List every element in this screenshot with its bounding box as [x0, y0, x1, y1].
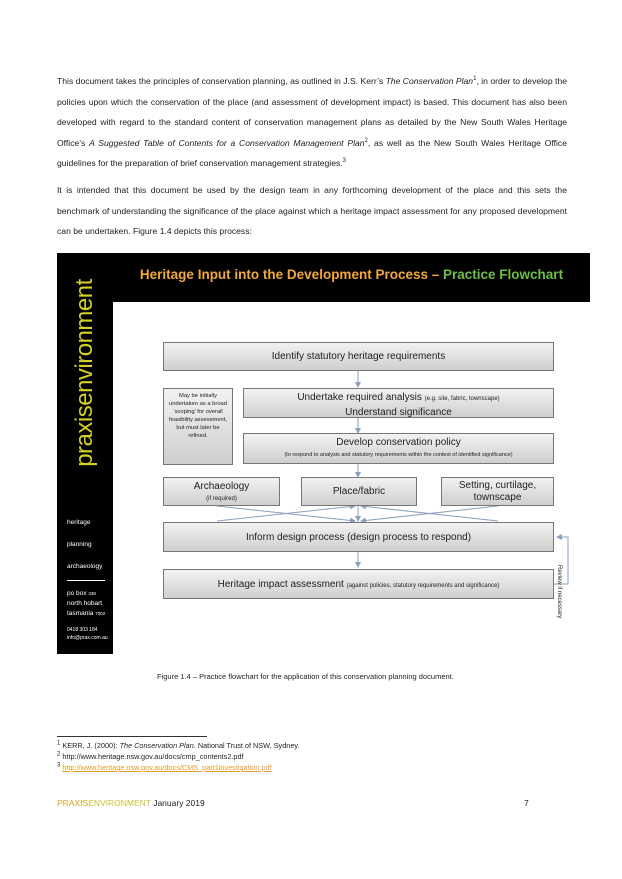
box-archaeology: Archaeology (if required): [163, 477, 280, 506]
page-number: 7: [524, 798, 529, 808]
text-run: This document takes the principles of conservation planning, as outlined in J.S. Kerr’s: [57, 76, 386, 86]
citation-title: A Suggested Table of Contents for a Conservation Management Plan: [89, 137, 365, 148]
box-identify-requirements: Identify statutory heritage requirements: [163, 342, 554, 371]
review-loop-label: Review if necessary: [556, 565, 562, 619]
box-setting-curtilage: Setting, curtilage, townscape: [441, 477, 554, 506]
side-item-planning: planning: [67, 541, 92, 548]
side-item-archaeology: archaeology: [67, 563, 103, 570]
citation-title: The Conservation Plan: [385, 76, 474, 86]
footnote-ref[interactable]: 3: [342, 158, 347, 165]
box-impact-assessment: Heritage impact assessment (against policies, statutory requirements and significance): [163, 569, 554, 599]
footnote-ref[interactable]: 2: [364, 137, 368, 144]
process-paragraph: It is intended that this document be used by the design team in any forthcoming development of the place and this sets the benchmark of understanding the significance of the place against which a heritage impact assessment for any proposed development can be undertaken. Figure 1.4 depicts this process:: [57, 185, 567, 236]
footnote-3: $^3$ http://www.heritage.nsw.gov.au/docs/CMS_part1investigation.pdf: [57, 762, 272, 772]
footnote-link[interactable]: http://www.heritage.nsw.gov.au/docs/CMS_part1investigation.pdf: [62, 763, 272, 772]
flowchart-figure: [57, 253, 590, 654]
box-inform-design: Inform design process (design process to respond): [163, 522, 554, 552]
box-place-fabric: Place/fabric: [301, 477, 417, 506]
footer-brand: PRAXIS: [57, 798, 89, 808]
contact-phone: 0418 303 184: [67, 627, 98, 633]
box-scoping-note: May be initially undertaken as a broad ‘scoping’ for overall feasibility assessment, but must later be refined.: [163, 388, 233, 465]
contact-state: tasmania 7002: [67, 610, 106, 617]
box-develop-policy: Develop conservation policy (to respond to analysis and statutory requirements within the context of identified significance): [243, 433, 554, 464]
footnote-divider: [57, 736, 207, 737]
footnote-1: $^1$ KERR, J. (2000): The Conservation Plan. National Trust of NSW, Sydney.: [57, 740, 300, 750]
footnote-ref[interactable]: 1: [473, 76, 477, 83]
flowchart-title: Heritage Input into the Development Process – Practice Flowchart: [139, 267, 564, 282]
footnote-2: $^2$ http://www.heritage.nsw.gov.au/docs/cmp_contents2.pdf: [57, 751, 244, 761]
intro-paragraph: [57, 71, 567, 174]
text-run: , in order to develop the policies upon which the conservation of the place (and assessment of development impact) is based. This document has also been developed with regard to the standard content of conservation management plans as detailed by the New South Wales Heritage Office’s: [57, 76, 568, 148]
text-run: , as well as the New South Wales Heritage Office guidelines for the preparation of brief conservation management strategies.: [57, 137, 568, 168]
box-undertake-analysis: Undertake required analysis (e.g. site, fabric, townscape) Understand significance: [243, 388, 554, 418]
contact-email: info@prax.com.au: [67, 635, 108, 641]
brand-logo: praxisenvironment: [71, 279, 98, 467]
footer-date: January 2019: [150, 798, 205, 808]
contact-suburb: north hobart: [67, 600, 103, 607]
figure-caption: Figure 1.4 – Practice flowchart for the application of this conservation planning document.: [157, 672, 454, 681]
page-footer: PRAXISENVIRONMENT January 2019: [57, 798, 205, 808]
side-item-heritage: heritage: [67, 519, 91, 526]
contact-po-box: po box 338: [67, 590, 96, 597]
